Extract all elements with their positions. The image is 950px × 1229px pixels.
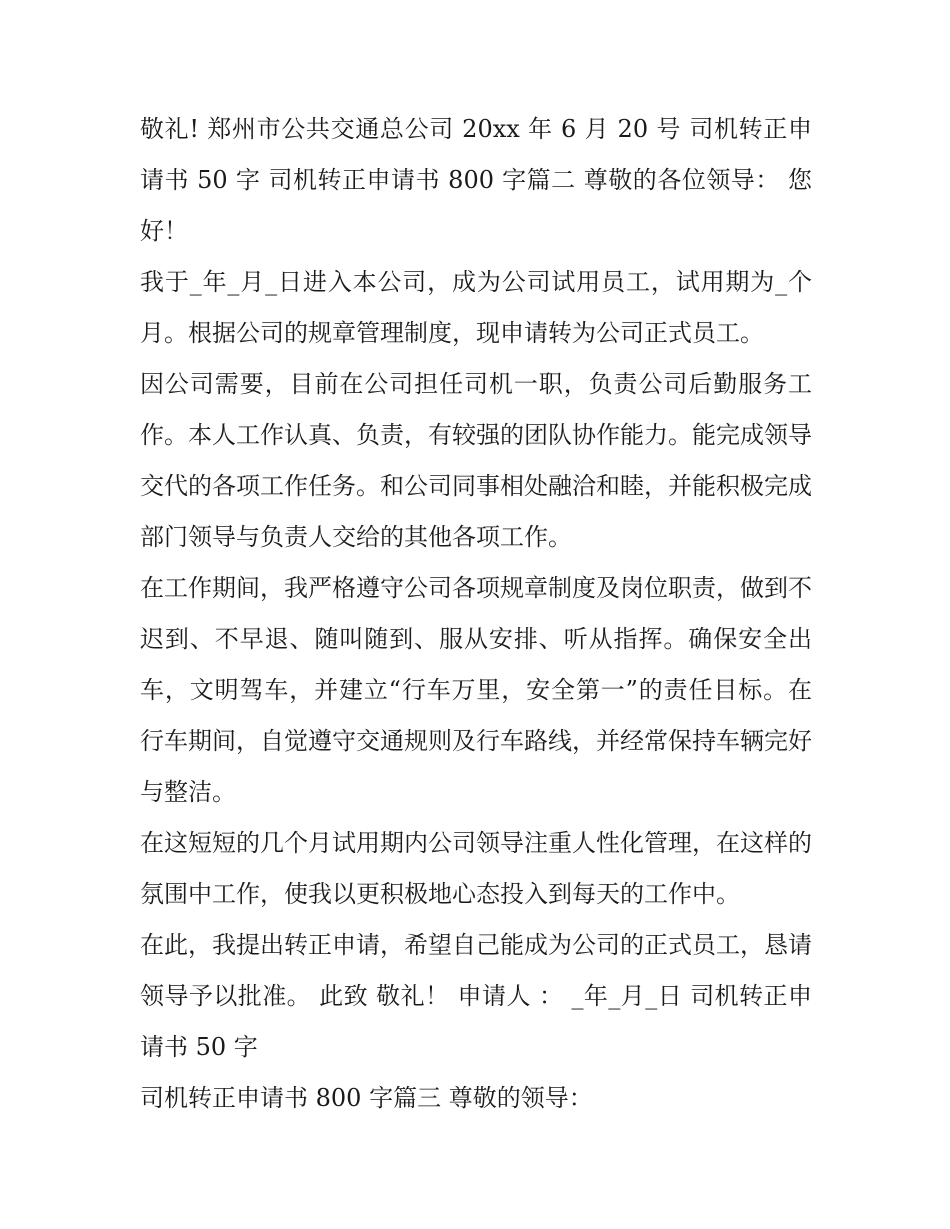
paragraph-entry-date: 我于_年_月_日进入本公司，成为公司试用员工，试用期为_个月。根据公司的规章管理制度，现申请转为公司正式员工。 (140, 268, 812, 347)
paragraph-probation-reflection: 在这短短的几个月试用期内公司领导注重人性化管理，在这样的氛围中工作，使我以更积极地心态投入到每天的工作中。 (140, 829, 812, 908)
paragraph-job-duties: 因公司需要，目前在公司担任司机一职，负责公司后勤服务工作。本人工作认真、负责，有较强的团队协作能力。能完成领导交代的各项工作任务。和公司同事相处融洽和睦，并能积极完成部门领导与负责人交给的其他各项工作。 (140, 370, 812, 551)
paragraph-next-article-heading: 司机转正申请书 800 字篇三 尊敬的领导： (140, 1084, 593, 1112)
paragraph-request-and-signature: 在此，我提出转正申请，希望自己能成为公司的正式员工，恳请领导予以批准。 此致 敬礼！ 申请人 ： _年_月_日 司机转正申请书 50 字 (140, 931, 812, 1061)
paragraph-closing-and-title: 敬礼! 郑州市公共交通总公司 20xx 年 6 月 20 号 司机转正申请书 50 字 司机转正申请书 800 字篇二 尊敬的各位领导： 您好！ (140, 115, 812, 245)
document-body (140, 104, 812, 1124)
paragraph-work-conduct: 在工作期间，我严格遵守公司各项规章制度及岗位职责，做到不迟到、不早退、随叫随到、服从安排、听从指挥。确保安全出车，文明驾车，并建立“行车万里，安全第一”的责任目标。在行车期间，自觉遵守交通规则及行车路线，并经常保持车辆完好与整洁。 (140, 574, 812, 806)
